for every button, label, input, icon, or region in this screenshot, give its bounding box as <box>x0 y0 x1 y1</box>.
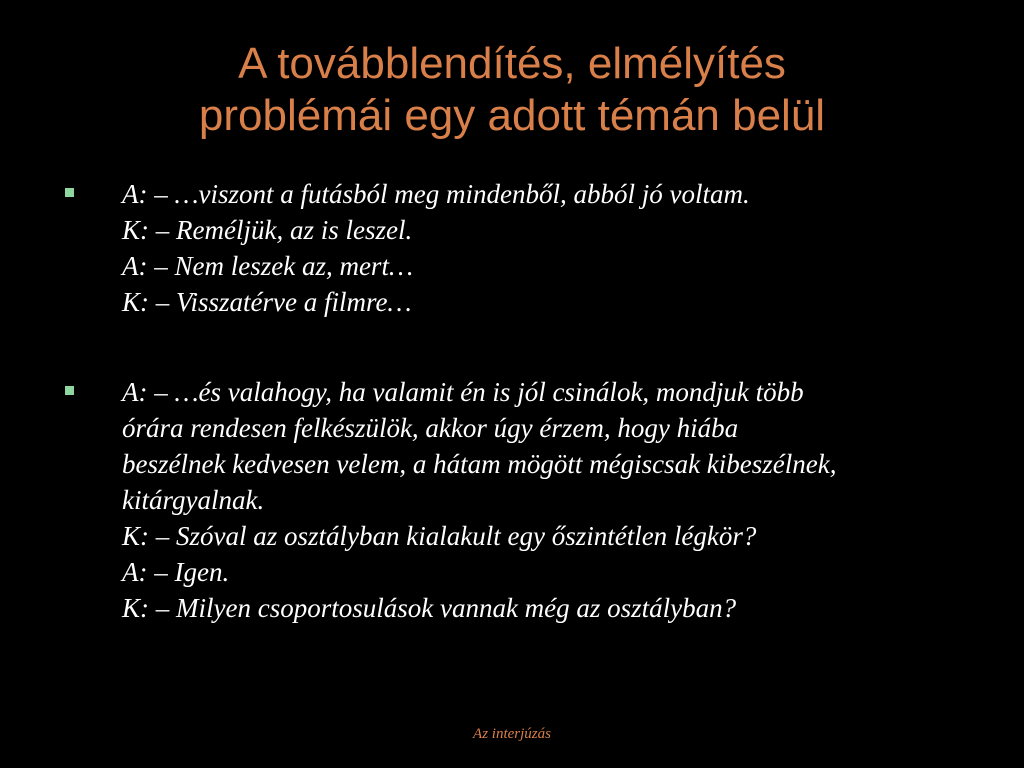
dialogue-line: kitárgyalnak. <box>122 485 265 515</box>
bullet-item-2 <box>62 374 1012 626</box>
dialogue-line: A: – …viszont a futásból meg mindenből, abból jó voltam. <box>122 179 750 209</box>
dialogue-line: A: – …és valahogy, ha valamit én is jól csinálok, mondjuk több <box>122 377 804 407</box>
dialogue-line: órára rendesen felkészülök, akkor úgy érzem, hogy hiába <box>122 413 739 443</box>
slide-title <box>40 38 984 142</box>
slide-title-line-1: A továbblendítés, elmélyítés <box>238 39 786 88</box>
slide-footer: Az interjúzás <box>473 726 551 742</box>
square-bullet-icon <box>65 386 74 395</box>
dialogue-line: K: – Reméljük, az is leszel. <box>122 215 413 245</box>
slide-title-line-2: problémái egy adott témán belül <box>198 91 826 140</box>
bullet-list <box>62 176 1012 626</box>
dialogue-line: beszélnek kedvesen velem, a hátam mögött mégiscsak kibeszélnek, <box>122 449 837 479</box>
dialogue-line: K: – Visszatérve a filmre… <box>122 287 412 317</box>
square-bullet-icon <box>65 188 74 197</box>
dialogue-line: A: – Nem leszek az, mert… <box>122 251 413 281</box>
dialogue-line: A: – Igen. <box>122 557 230 587</box>
dialogue-line: K: – Milyen csoportosulások vannak még az osztályban? <box>122 593 737 623</box>
bullet-item-1 <box>62 176 1012 320</box>
dialogue-line: K: – Szóval az osztályban kialakult egy őszintétlen légkör? <box>122 521 757 551</box>
